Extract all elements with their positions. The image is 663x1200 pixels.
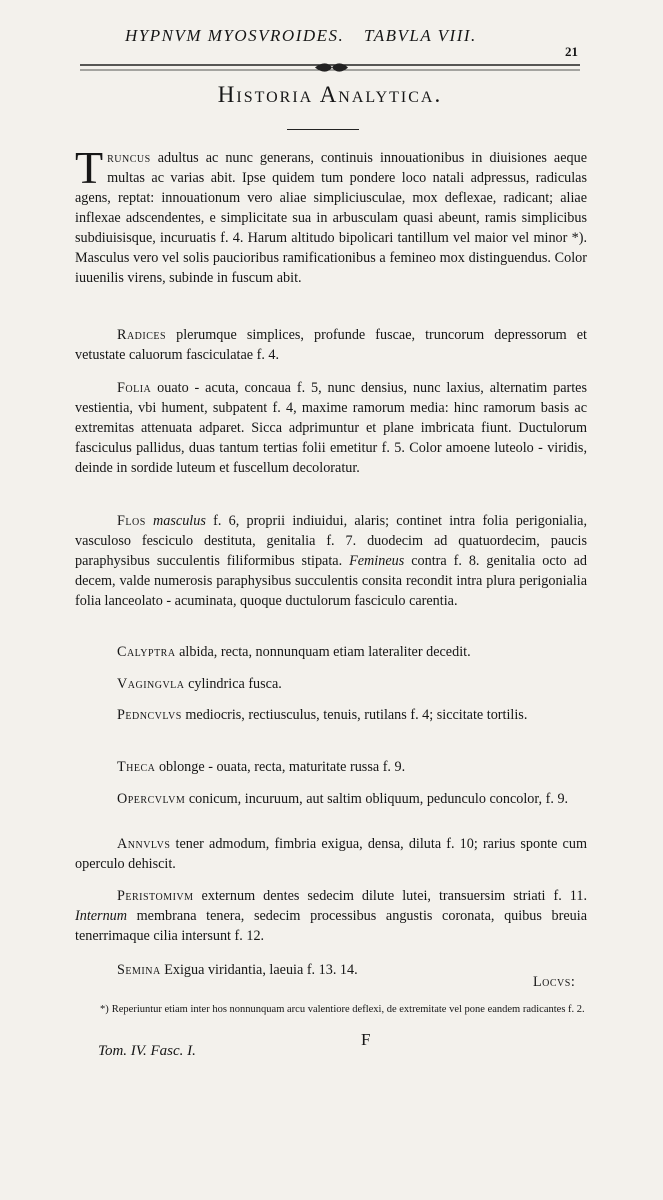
paragraph-flos [75,511,587,611]
lead-word: runcus [107,150,151,166]
paragraph-truncus [75,142,587,288]
paragraph-text: Exigua viridantia, laeuia f. 13. 14. [160,962,358,978]
italic-term: masculus [153,513,206,529]
lead-word: Vagingvla [117,676,185,692]
footnote [100,1001,590,1018]
drop-cap: T [75,142,104,193]
paragraph-text: adultus ac nunc generans, continuis innouationibus in diuisiones aeque multas ac varias abit. Ipse quidem tum pondere loco natali adpressus, radiculas agens, reptat: innouationum vero aliae simpliciusculae, mox deflexae, radicant; aliae inflexae adscendentes, e simplicitate sua in arbusculam quasi abeunt, ramis simplicibus subdiuisisque, incuruatis f. 4. Harum altitudo bipolicari tantillum vel maior vel minor *). Masculus vero vel solis paucioribus ramificationibus a femineo mox distinguendus. Color iuuenilis virens, subinde in fuscum abit. [75,150,587,286]
paragraph-text: plerumque simplices, profunde fuscae, truncorum depressorum et vetustate caluorum fasciculatae f. 4. [75,327,587,363]
footnote-text: Reperiuntur etiam inter hos nonnunquam arcu valentiore deflexi, de extremitate vel pone eandem radicantes f. 2. [111,1004,585,1015]
paragraph-text: mediocris, rectiusculus, tenuis, rutilans f. 4; siccitate tortilis. [181,707,528,723]
lead-word: Theca [117,759,156,775]
plate-number: TABVLA VIII. [364,26,477,45]
lead-word: Calyptra [117,644,176,660]
italic-term: Internum [75,908,128,924]
signature-mark: F [361,1030,371,1049]
paragraph-vaginula [75,674,587,694]
paragraph-text: oblonge - ouata, recta, maturitate russa f. 9. [155,759,406,775]
section-title: Historia Analytica. [217,82,443,107]
paragraph-annulus [75,834,587,874]
lead-word: Semina [117,962,161,978]
lead-word: Folia [117,380,152,396]
catchword: Locvs: [533,974,576,990]
paragraph-text: externum dentes sedecim dilute lutei, transuersim striati f. 11. [193,888,587,904]
paragraph-operculum [75,789,587,809]
paragraph-text: cylindrica fusca. [184,676,282,692]
paragraph-text: f. 6, proprii indiuidui, alaris; continet intra folia perigonialia, vasculoso fesciculo destituta, genitalia f. 7. duodecim ad quatuordecim, paucis paraphysibus succulentis filiformibus stipata. [75,513,588,569]
footnote-mark: *) [100,1004,109,1015]
paragraph-calyptra [75,642,587,662]
lead-word: Peristomivm [117,888,194,904]
lead-word: Annvlvs [117,836,171,852]
paragraph-radices [75,325,587,365]
paragraph-text: contra f. 8. genitalia octo ad decem, valde numerosis paraphysibus succulentis consita recondit intra plura perigonialia folia lanceolato - acuminata, quoque ductulorum fasciculo carentia. [75,553,587,609]
page-number: 21 [565,44,578,59]
paragraph-text: tener admodum, fimbria exigua, densa, diluta f. 10; rarius sponte cum operculo dehiscit. [75,836,587,872]
paragraph-pedunculus [75,705,587,725]
ornamental-rule [80,62,580,74]
running-title: HYPNVM MYOSVROIDES. [125,26,345,45]
paragraph-text: albida, recta, nonnunquam etiam lateraliter decedit. [175,644,471,660]
lead-word: Pedncvlvs [117,707,182,723]
paragraph-theca [75,757,587,777]
title-rule [287,129,359,130]
italic-term: Femineus [349,553,405,569]
paragraph-peristomium [75,886,587,946]
paragraph-text: membrana tenera, sedecim processibus angustis coronata, quibus breuia tenerrimaque cilia intersunt f. 12. [75,908,587,944]
signature: Tom. IV. Fasc. I. [98,1043,196,1059]
lead-word: Opercvlvm [117,791,186,807]
paragraph-text: ouato - acuta, concaua f. 5, nunc densius, nunc laxius, alternatim partes vestientia, vbi hument, subpatent f. 4, maxime ramorum media: hinc ramorum basis ac extremitas attenuata adparet. Sicca adprimuntur et plane imbricata fiunt. Ductulorum fasciculus pallidus, duas tantum tertias folii emetitur f. 5. Color amoene luteolo - viridis, deinde in sordide luteum et fuscellum decoloratur. [75,380,587,476]
running-head [125,26,545,46]
lead-word: Flos [117,513,146,529]
lead-word: Radices [117,327,167,343]
paragraph-folia [75,378,587,478]
paragraph-semina [75,960,587,980]
paragraph-text: conicum, incuruum, aut saltim obliquum, pedunculo concolor, f. 9. [185,791,569,807]
